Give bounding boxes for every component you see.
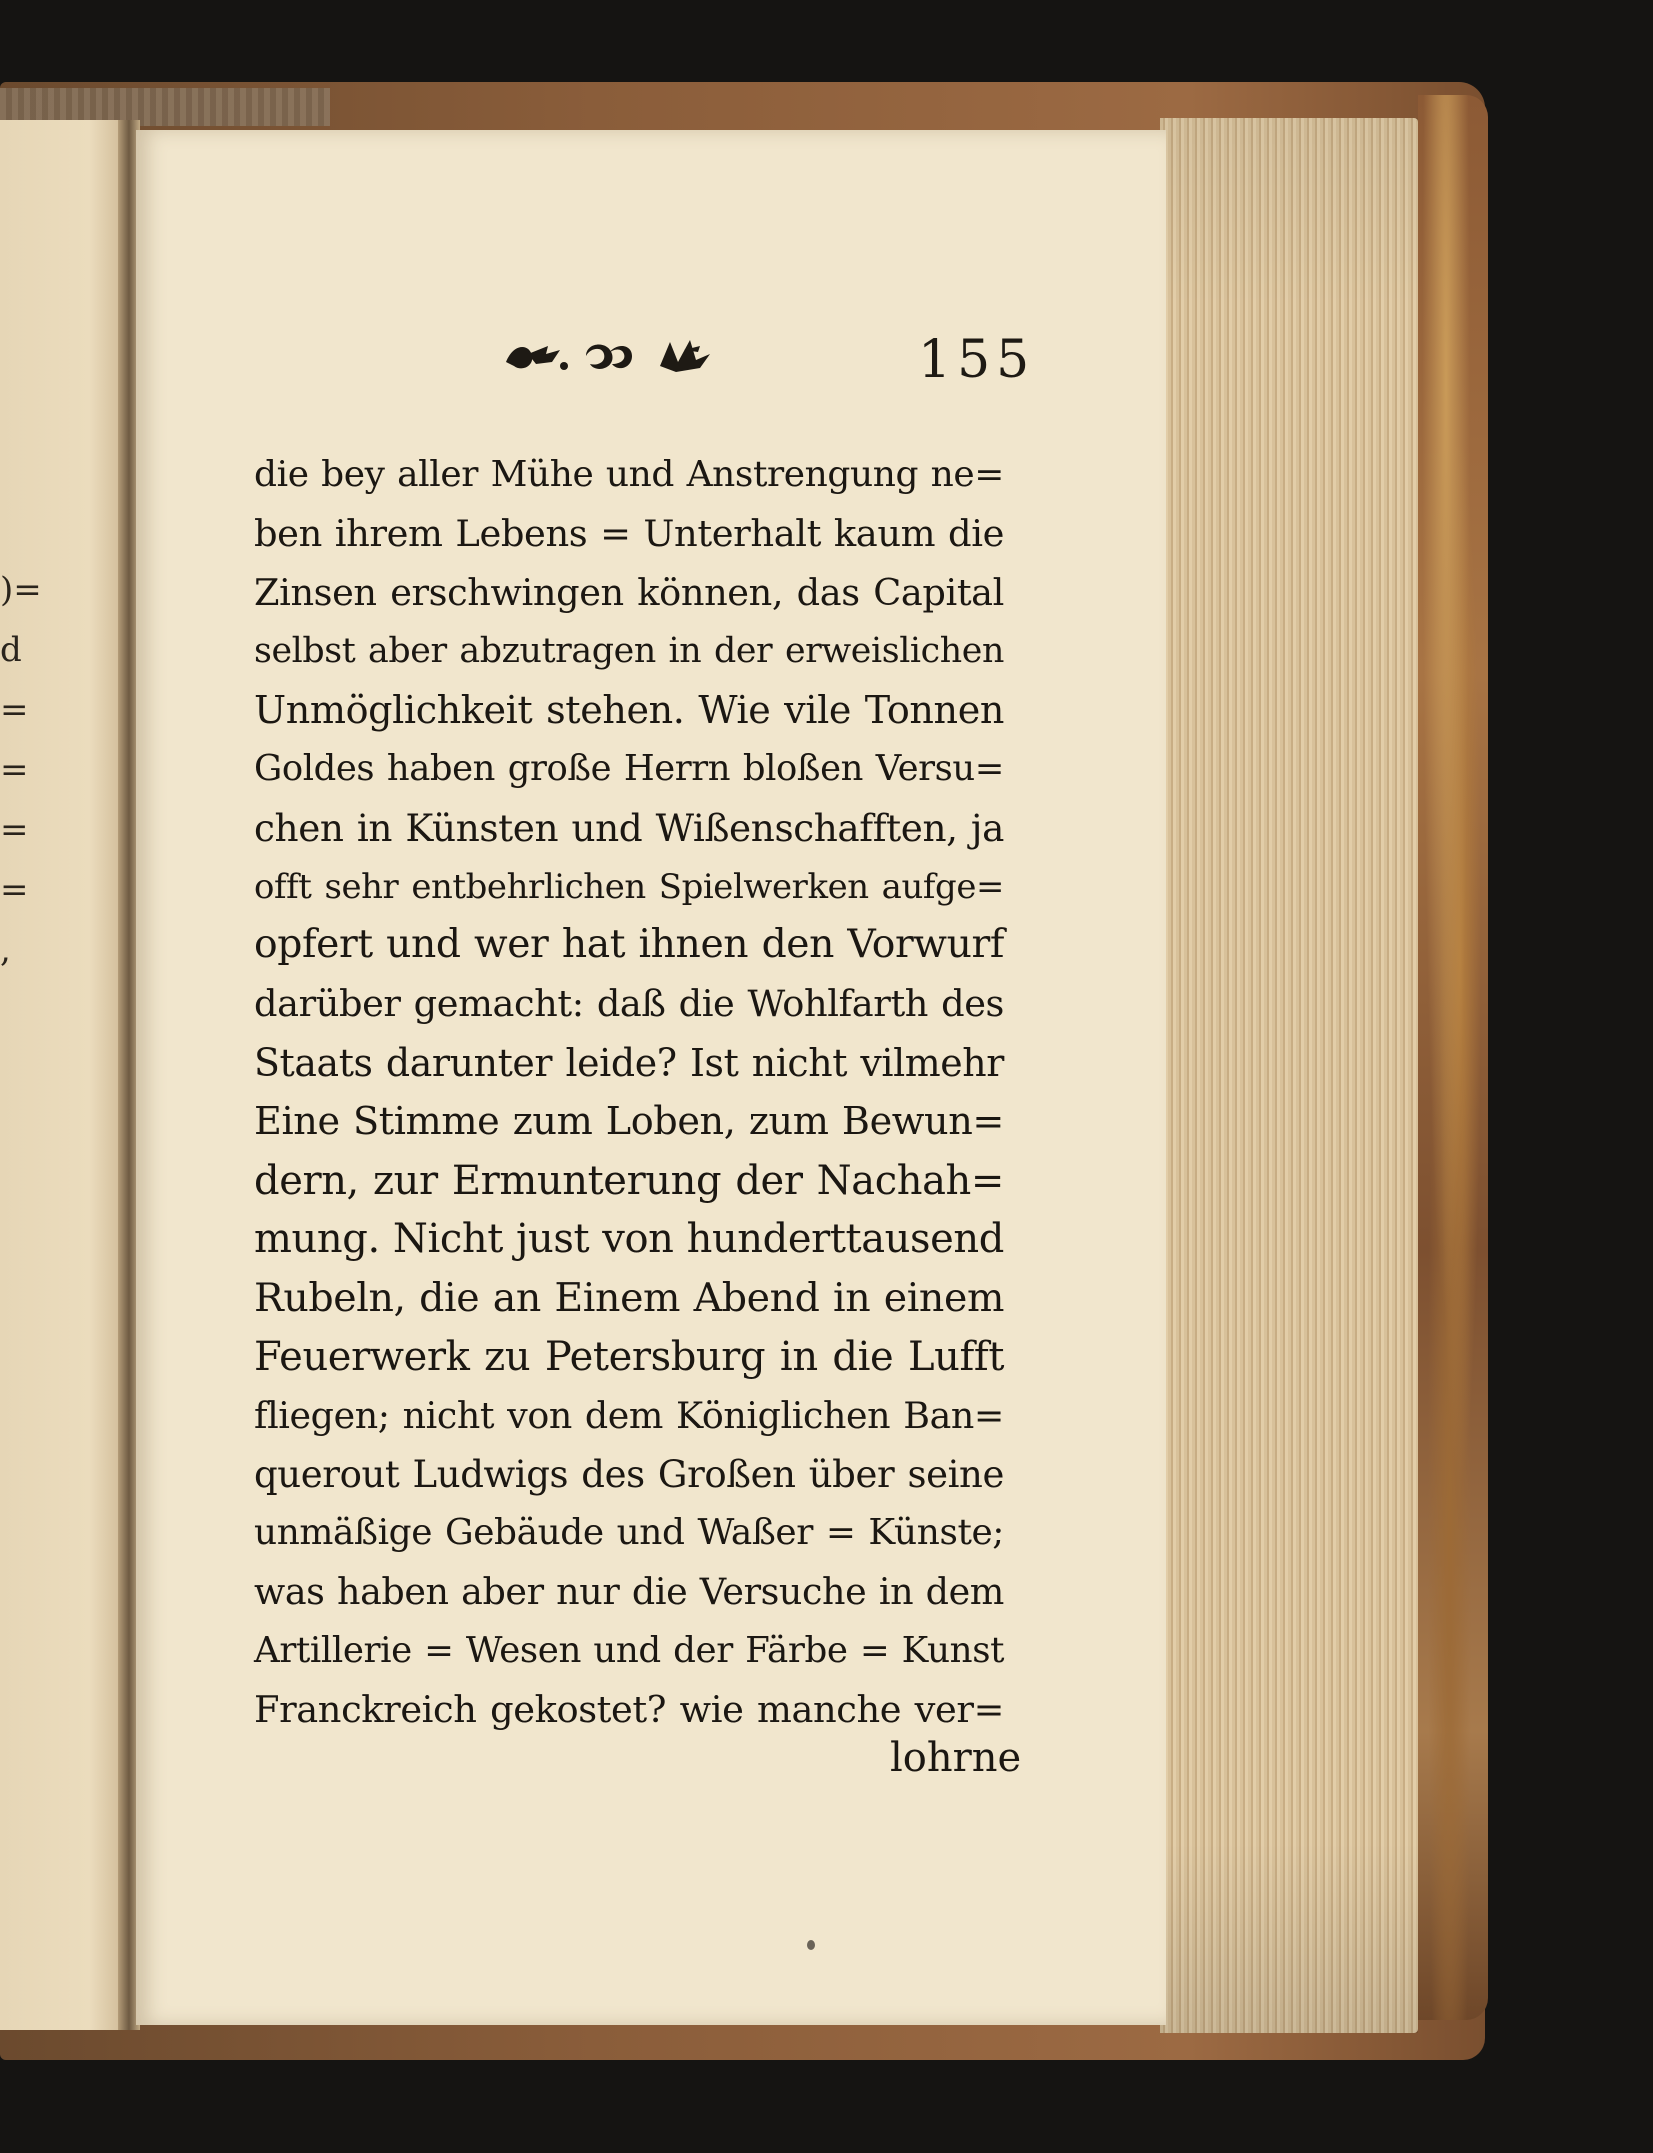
text-line: Staats darunter leide? Ist nicht vilmehr bbox=[254, 1040, 1004, 1085]
left-mark: = bbox=[0, 690, 29, 730]
left-mark: = bbox=[0, 870, 29, 910]
text-line: Eine Stimme zum Loben, zum Bewun= bbox=[254, 1099, 1004, 1144]
text-line: Franckreich gekostet? wie manche ver= bbox=[254, 1687, 1004, 1731]
text-line: chen in Künsten und Wißenschafften, ja bbox=[254, 805, 1004, 850]
page-block-shade bbox=[1160, 118, 1418, 2033]
text-line: querout Ludwigs des Großen über seine bbox=[254, 1452, 1004, 1496]
text-line: unmäßige Gebäude und Waßer = Künste; bbox=[254, 1512, 1004, 1554]
text-line: opfert und wer hat ihnen den Vorwurf bbox=[254, 922, 1004, 968]
text-line: darüber gemacht: daß die Wohlfarth des bbox=[254, 982, 1004, 1026]
text-line: Artillerie = Wesen und der Färbe = Kunst bbox=[254, 1629, 1004, 1671]
left-page bbox=[0, 120, 128, 2030]
paper-speck bbox=[807, 1940, 815, 1950]
text-line: Feuerwerk zu Petersburg in die Lufft bbox=[254, 1333, 1004, 1380]
text-line: Zinsen erschwingen können, das Capital bbox=[254, 570, 1004, 614]
text-line: fliegen; nicht von dem Königlichen Ban= bbox=[254, 1393, 1004, 1437]
left-mark: d bbox=[0, 630, 22, 670]
marbled-cover-edge bbox=[1418, 95, 1488, 2020]
text-line: selbst aber abzutragen in der erweislichen bbox=[254, 631, 1004, 672]
body-text bbox=[254, 446, 1004, 1740]
text-line: offt sehr entbehrlichen Spielwerken aufge= bbox=[254, 866, 1004, 906]
text-line: Rubeln, die an Einem Abend in einem bbox=[254, 1275, 1004, 1322]
catchword: lohrne bbox=[890, 1735, 1022, 1781]
text-line: die bey aller Mühe und Anstrengung ne= bbox=[254, 454, 1004, 495]
text-line: dern, zur Ermunterung der Nachah= bbox=[254, 1157, 1004, 1204]
left-page-fragments bbox=[0, 560, 42, 980]
text-line: Unmöglichkeit stehen. Wie vile Tonnen bbox=[254, 688, 1004, 733]
text-line: was haben aber nur die Versuche in dem bbox=[254, 1570, 1004, 1614]
page-number: 155 bbox=[918, 330, 1036, 390]
left-mark: )= bbox=[0, 570, 42, 610]
text-line: ben ihrem Lebens = Unterhalt kaum die bbox=[254, 511, 1004, 555]
left-mark: = bbox=[0, 750, 29, 790]
header-ornament-icon bbox=[500, 332, 730, 380]
left-mark: , bbox=[0, 930, 11, 970]
left-mark: = bbox=[0, 810, 29, 850]
text-line: mung. Nicht just von hunderttausend bbox=[254, 1216, 1004, 1263]
text-line: Goldes haben große Herrn bloßen Versu= bbox=[254, 747, 1004, 789]
